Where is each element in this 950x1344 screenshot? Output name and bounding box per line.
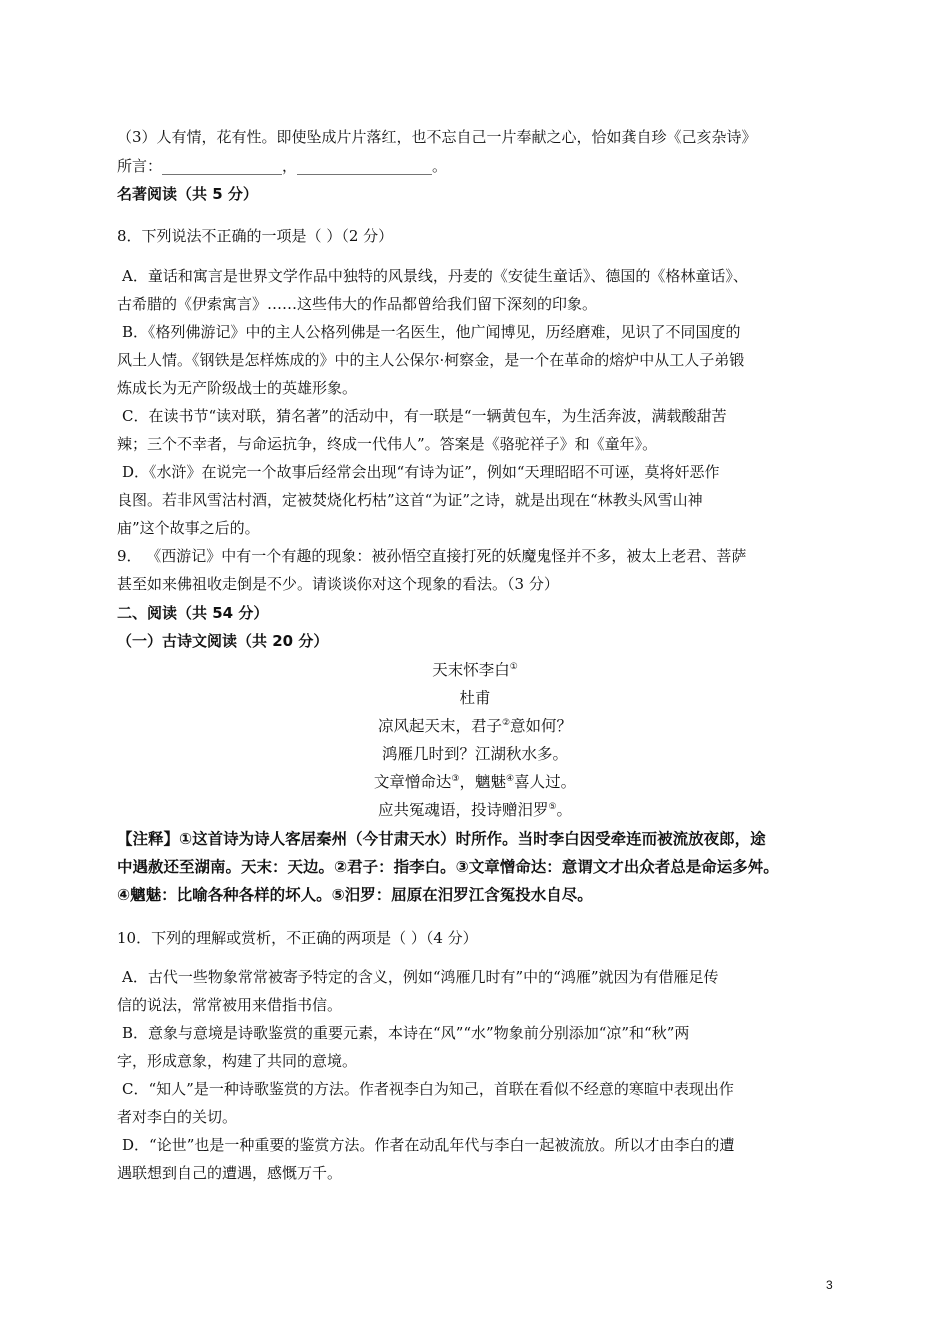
q10-stem: 10．下列的理解或赏析，不正确的两项是（ ）（4 分） [117, 929, 478, 947]
poem-note-1: 【注释】①这首诗为诗人客居秦州（今甘肃天水）时所作。当时李白因受牵连而被流放夜郎，途 [117, 830, 766, 848]
poem-title: 天末怀李白① [432, 661, 518, 679]
page-number: 3 [826, 1278, 833, 1292]
q8-stem: 8．下列说法不正确的一项是（ ）（2 分） [117, 227, 394, 245]
q7-3-line1: （3）人有情，花有性。即使坠成片片落红，也不忘自己一片奉献之心，恰如龚自珍《己亥杂诗》 [117, 128, 757, 146]
q8-option-b-1: B．《格列佛游记》中的主人公格列佛是一名医生，他广闻博见，历经磨难，见识了不同国度的 [122, 323, 741, 341]
section-heading-poem: （一）古诗文阅读（共 20 分） [117, 632, 329, 650]
poem-line-4: 应共冤魂语，投诗赠汨罗⑤。 [377, 801, 573, 819]
q7-3-prefix: 所言： [117, 157, 163, 175]
q8-option-d-2: 良图。若非风雪沽村酒，定被焚烧化朽枯”这首“为证”之诗，就是出现在“林教头风雪山神 [117, 491, 703, 509]
q10-option-a-2: 信的说法，常常被用来借指书信。 [117, 996, 343, 1014]
q8-option-a-1: A．童话和寓言是世界文学作品中独特的风景线，丹麦的《安徒生童话》、德国的《格林童话》、 [122, 267, 748, 285]
q7-3-blank2: __________________ [297, 157, 433, 175]
q8-option-d-3: 庙”这个故事之后的。 [117, 519, 260, 537]
q10-option-b-1: B．意象与意境是诗歌鉴赏的重要元素，本诗在“风”“水”物象前分别添加“凉”和“秋”两 [122, 1024, 690, 1042]
q8-option-b-3: 炼成长为无产阶级战士的英雄形象。 [117, 379, 358, 397]
q8-option-d-1: D．《水浒》在说完一个故事后经常会出现“有诗为证”，例如“天理昭昭不可诬，莫将奸恶作 [122, 463, 720, 481]
poem-line-2: 鸿雁几时到？江湖秋水多。 [381, 745, 568, 763]
q7-3-end: 。 [432, 157, 448, 175]
q8-option-b-2: 风土人情。《钢铁是怎样炼成的》中的主人公保尔·柯察金，是一个在革命的熔炉中从工人子弟锻 [117, 351, 745, 369]
poem-note-2: 中遇赦还至湖南。天末：天边。②君子：指李白。③文章憎命达：意谓文才出众者总是命运多舛。 [117, 858, 779, 876]
q10-option-b-2: 字，形成意象，构建了共同的意境。 [117, 1052, 358, 1070]
q10-option-d-1: D．“论世”也是一种重要的鉴赏方法。作者在动乱年代与李白一起被流放。所以才由李白的遭 [122, 1136, 735, 1154]
q10-option-a-1: A．古代一些物象常常被寄予特定的含义，例如“鸿雁几时有”中的“鸿雁”就因为有借雁足传 [122, 968, 719, 986]
q8-option-c-2: 辣；三个不幸者，与命运抗争，终成一代伟人”。答案是《骆驼祥子》和《童年》。 [117, 435, 658, 453]
q8-option-a-2: 古希腊的《伊索寓言》……这些伟大的作品都曾给我们留下深刻的印象。 [117, 295, 598, 313]
section-heading-mingzhu: 名著阅读（共 5 分） [117, 185, 258, 203]
q9-line1: 9． 《西游记》中有一个有趣的现象：被孙悟空直接打死的妖魔鬼怪并不多，被太上老君、菩萨 [117, 547, 747, 565]
q10-option-c-1: C．“知人”是一种诗歌鉴赏的方法。作者视李白为知己，首联在看似不经意的寒暄中表现出作 [122, 1080, 734, 1098]
section-heading-reading: 二、阅读（共 54 分） [117, 604, 269, 622]
q9-line2: 甚至如来佛祖收走倒是不少。请谈谈你对这个现象的看法。（3 分） [117, 575, 559, 593]
q10-option-c-2: 者对李白的关切。 [117, 1108, 238, 1126]
poem-line-3: 文章憎命达③，魑魅④喜人过。 [373, 773, 577, 791]
q7-3-sep: ， [282, 157, 298, 175]
poem-note-3: ④魑魅：比喻各种各样的坏人。⑤汨罗：屈原在汨罗江含冤投水自尽。 [117, 886, 593, 904]
poem-line-1: 凉风起天末，君子②意如何？ [377, 717, 573, 735]
q7-3-blank1: ________________ [162, 157, 283, 175]
q7-3-line2 [117, 155, 447, 177]
q10-option-d-2: 遇联想到自己的遭遇，感慨万千。 [117, 1164, 343, 1182]
q8-option-c-1: C．在读书节“读对联，猜名著”的活动中，有一联是“一辆黄包车，为生活奔波，满载酸甜苦 [122, 407, 727, 425]
poem-author: 杜甫 [459, 689, 491, 707]
